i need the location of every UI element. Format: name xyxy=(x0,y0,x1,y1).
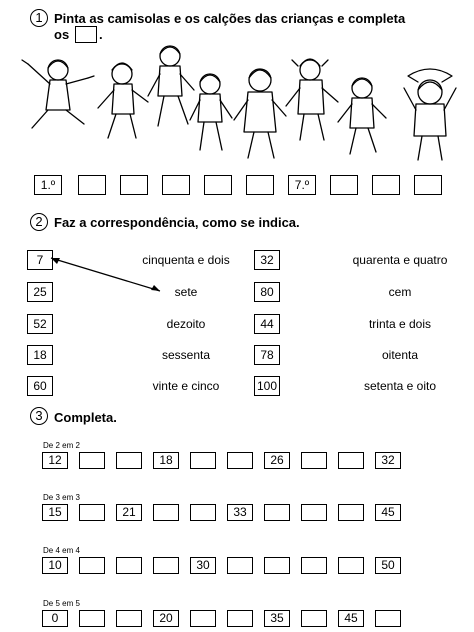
sequence-cell[interactable] xyxy=(227,452,253,469)
sequence-cell[interactable] xyxy=(190,504,216,521)
sequence-cell[interactable] xyxy=(190,610,216,627)
sequence-cell[interactable]: 30 xyxy=(190,557,216,574)
right-number-words: setenta e oito xyxy=(363,379,437,393)
sequence-cell[interactable] xyxy=(375,610,401,627)
right-number-words: cem xyxy=(388,285,412,299)
sequence-cell[interactable] xyxy=(301,452,327,469)
sequence-cell[interactable] xyxy=(227,557,253,574)
sequence-cell[interactable] xyxy=(79,610,105,627)
exercise-2-title: Faz a correspondência, como se indica. xyxy=(54,215,300,230)
left-numeral-box: 25 xyxy=(27,282,53,302)
sequence-cell[interactable] xyxy=(79,557,105,574)
sequence-cell[interactable]: 21 xyxy=(116,504,142,521)
sequence-cell[interactable] xyxy=(301,557,327,574)
sequence-label: De 4 em 4 xyxy=(43,546,80,555)
exercise-3-number: 3 xyxy=(30,407,48,425)
sequence-cell[interactable] xyxy=(301,504,327,521)
sequence-cell[interactable] xyxy=(190,452,216,469)
right-numeral-box: 100 xyxy=(254,376,280,396)
exercise-1-instruction-line1: Pinta as camisolas e os calções das crianças e completa xyxy=(54,11,406,26)
right-numeral-box: 78 xyxy=(254,345,280,365)
sequence-cell[interactable]: 35 xyxy=(264,610,290,627)
sequence-cell[interactable] xyxy=(264,557,290,574)
ordinal-box[interactable]: 1.º xyxy=(34,175,62,195)
right-numeral-box: 44 xyxy=(254,314,280,334)
sequence-label: De 2 em 2 xyxy=(43,441,80,450)
sequence-cell[interactable] xyxy=(116,610,142,627)
sequence-cell[interactable] xyxy=(338,452,364,469)
sequence-cell[interactable] xyxy=(264,504,290,521)
sequence-cell[interactable]: 32 xyxy=(375,452,401,469)
left-numeral-box: 60 xyxy=(27,376,53,396)
ordinal-box[interactable]: 7.º xyxy=(288,175,316,195)
sequence-cell[interactable] xyxy=(79,452,105,469)
right-number-words: trinta e dois xyxy=(368,317,432,331)
exercise-2-number: 2 xyxy=(30,213,48,231)
sequence-cell[interactable]: 20 xyxy=(153,610,179,627)
sequence-cell[interactable]: 18 xyxy=(153,452,179,469)
left-number-words: sete xyxy=(174,285,198,299)
left-number-words: cinquenta e dois xyxy=(142,253,230,267)
sequence-cell[interactable]: 45 xyxy=(375,504,401,521)
right-number-words: quarenta e quatro xyxy=(352,253,448,267)
exercise-1-instruction-line2: os xyxy=(54,27,70,42)
left-number-words: dezoito xyxy=(166,317,206,331)
sequence-cell[interactable]: 12 xyxy=(42,452,68,469)
sequence-label: De 5 em 5 xyxy=(43,599,80,608)
sequence-cell[interactable] xyxy=(116,452,142,469)
sequence-cell[interactable] xyxy=(153,557,179,574)
left-numeral-box: 52 xyxy=(27,314,53,334)
sequence-cell[interactable] xyxy=(301,610,327,627)
exercise-3-title: Completa. xyxy=(54,410,117,425)
exercise-1-instruction-end: . xyxy=(99,27,103,42)
left-numeral-box: 7 xyxy=(27,250,53,270)
sequence-cell[interactable]: 33 xyxy=(227,504,253,521)
exercise-1-number: 1 xyxy=(30,9,48,27)
sequence-cell[interactable]: 10 xyxy=(42,557,68,574)
sequence-cell[interactable] xyxy=(79,504,105,521)
sequence-cell[interactable] xyxy=(338,504,364,521)
sequence-cell[interactable] xyxy=(227,610,253,627)
left-number-words: vinte e cinco xyxy=(152,379,220,393)
left-number-words: sessenta xyxy=(161,348,211,362)
sequence-cell[interactable]: 26 xyxy=(264,452,290,469)
sequence-cell[interactable] xyxy=(153,504,179,521)
sequence-cell[interactable] xyxy=(338,557,364,574)
right-number-words: oitenta xyxy=(381,348,419,362)
sequence-cell[interactable] xyxy=(116,557,142,574)
right-numeral-box: 32 xyxy=(254,250,280,270)
sequence-cell[interactable]: 50 xyxy=(375,557,401,574)
right-numeral-box: 80 xyxy=(254,282,280,302)
sequence-label: De 3 em 3 xyxy=(43,493,80,502)
left-numeral-box: 18 xyxy=(27,345,53,365)
sequence-cell[interactable]: 15 xyxy=(42,504,68,521)
sequence-cell[interactable]: 45 xyxy=(338,610,364,627)
sequence-cell[interactable]: 0 xyxy=(42,610,68,627)
